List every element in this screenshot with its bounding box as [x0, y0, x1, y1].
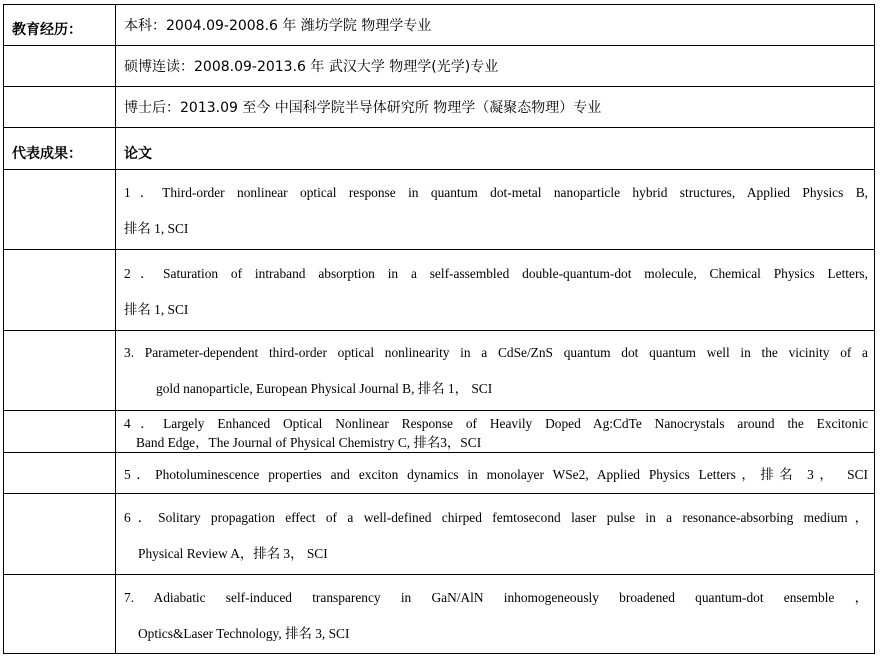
paper-entry-7	[116, 575, 875, 654]
empty-label-cell	[4, 46, 116, 87]
paper-7-line2: Optics&Laser Technology, 排名 3, SCI	[138, 625, 350, 641]
paper-2-line1: 2．Saturation of intraband absorption in a self-assembled double-quantum-dot molecule, Chemical Physics Letters,	[124, 265, 868, 281]
paper-3-line2: gold nanoparticle, European Physical Journal B, 排名 1， SCI	[156, 380, 493, 396]
paper-row-2	[4, 250, 875, 331]
empty-label-cell	[4, 494, 116, 575]
achievements-label: 代表成果：	[4, 128, 116, 170]
education-row-3	[4, 87, 875, 128]
paper-entry-4	[116, 411, 875, 453]
achievements-header-row	[4, 128, 875, 170]
paper-entry-2	[116, 250, 875, 331]
paper-6-line2: Physical Review A，排名 3， SCI	[138, 545, 328, 561]
paper-6-line1: 6．Solitary propagation effect of a well-defined chirped femtosecond laser pulse in a resonance-absorbing medium，	[124, 509, 868, 525]
empty-label-cell	[4, 250, 116, 331]
education-entry-bachelor: 本科：2004.09-2008.6 年 潍坊学院 物理学专业	[116, 5, 875, 46]
empty-label-cell	[4, 575, 116, 654]
paper-entry-1	[116, 170, 875, 250]
education-row-1	[4, 5, 875, 46]
paper-row-6	[4, 494, 875, 575]
paper-row-5	[4, 453, 875, 494]
paper-row-3	[4, 331, 875, 411]
resume-table	[3, 4, 875, 654]
resume-table-container	[3, 4, 875, 655]
empty-label-cell	[4, 331, 116, 411]
education-row-2	[4, 46, 875, 87]
paper-1-line1: 1．Third-order nonlinear optical response in quantum dot-metal nanoparticle hybrid structures, Applied Physics B,	[124, 185, 868, 200]
papers-heading: 论文	[116, 128, 875, 170]
education-label: 教育经历：	[4, 5, 116, 46]
paper-entry-5	[116, 453, 875, 494]
empty-label-cell	[4, 411, 116, 453]
empty-label-cell	[4, 87, 116, 128]
paper-3-line1: 3. Parameter-dependent third-order optical nonlinearity in a CdSe/ZnS quantum dot quantum well in the vicinity of a	[124, 344, 868, 360]
empty-label-cell	[4, 453, 116, 494]
paper-entry-3	[116, 331, 875, 411]
paper-entry-6	[116, 494, 875, 575]
paper-2-line2: 排名 1, SCI	[124, 301, 189, 317]
paper-row-7	[4, 575, 875, 654]
education-entry-master-phd: 硕博连读：2008.09-2013.6 年 武汉大学 物理学(光学)专业	[116, 46, 875, 87]
paper-4-line2: Band Edge，The Journal of Physical Chemistry C, 排名3，SCI	[136, 434, 482, 450]
education-entry-postdoc: 博士后：2013.09 至今 中国科学院半导体研究所 物理学（凝聚态物理）专业	[116, 87, 875, 128]
paper-5-line1: 5．Photoluminescence properties and exciton dynamics in monolayer WSe2, Applied Physics Letters，排名 3， SCI	[124, 466, 868, 482]
empty-label-cell	[4, 170, 116, 250]
paper-1-line2: 排名 1, SCI	[124, 221, 189, 236]
paper-row-1	[4, 170, 875, 250]
paper-7-line1: 7. Adiabatic self-induced transparency in GaN/AlN inhomogeneously broadened quantum-dot ensemble ，	[124, 589, 868, 605]
paper-4-line1: 4．Largely Enhanced Optical Nonlinear Response of Heavily Doped Ag:CdTe Nanocrystals around the Excitonic	[124, 415, 868, 431]
paper-row-4	[4, 411, 875, 453]
